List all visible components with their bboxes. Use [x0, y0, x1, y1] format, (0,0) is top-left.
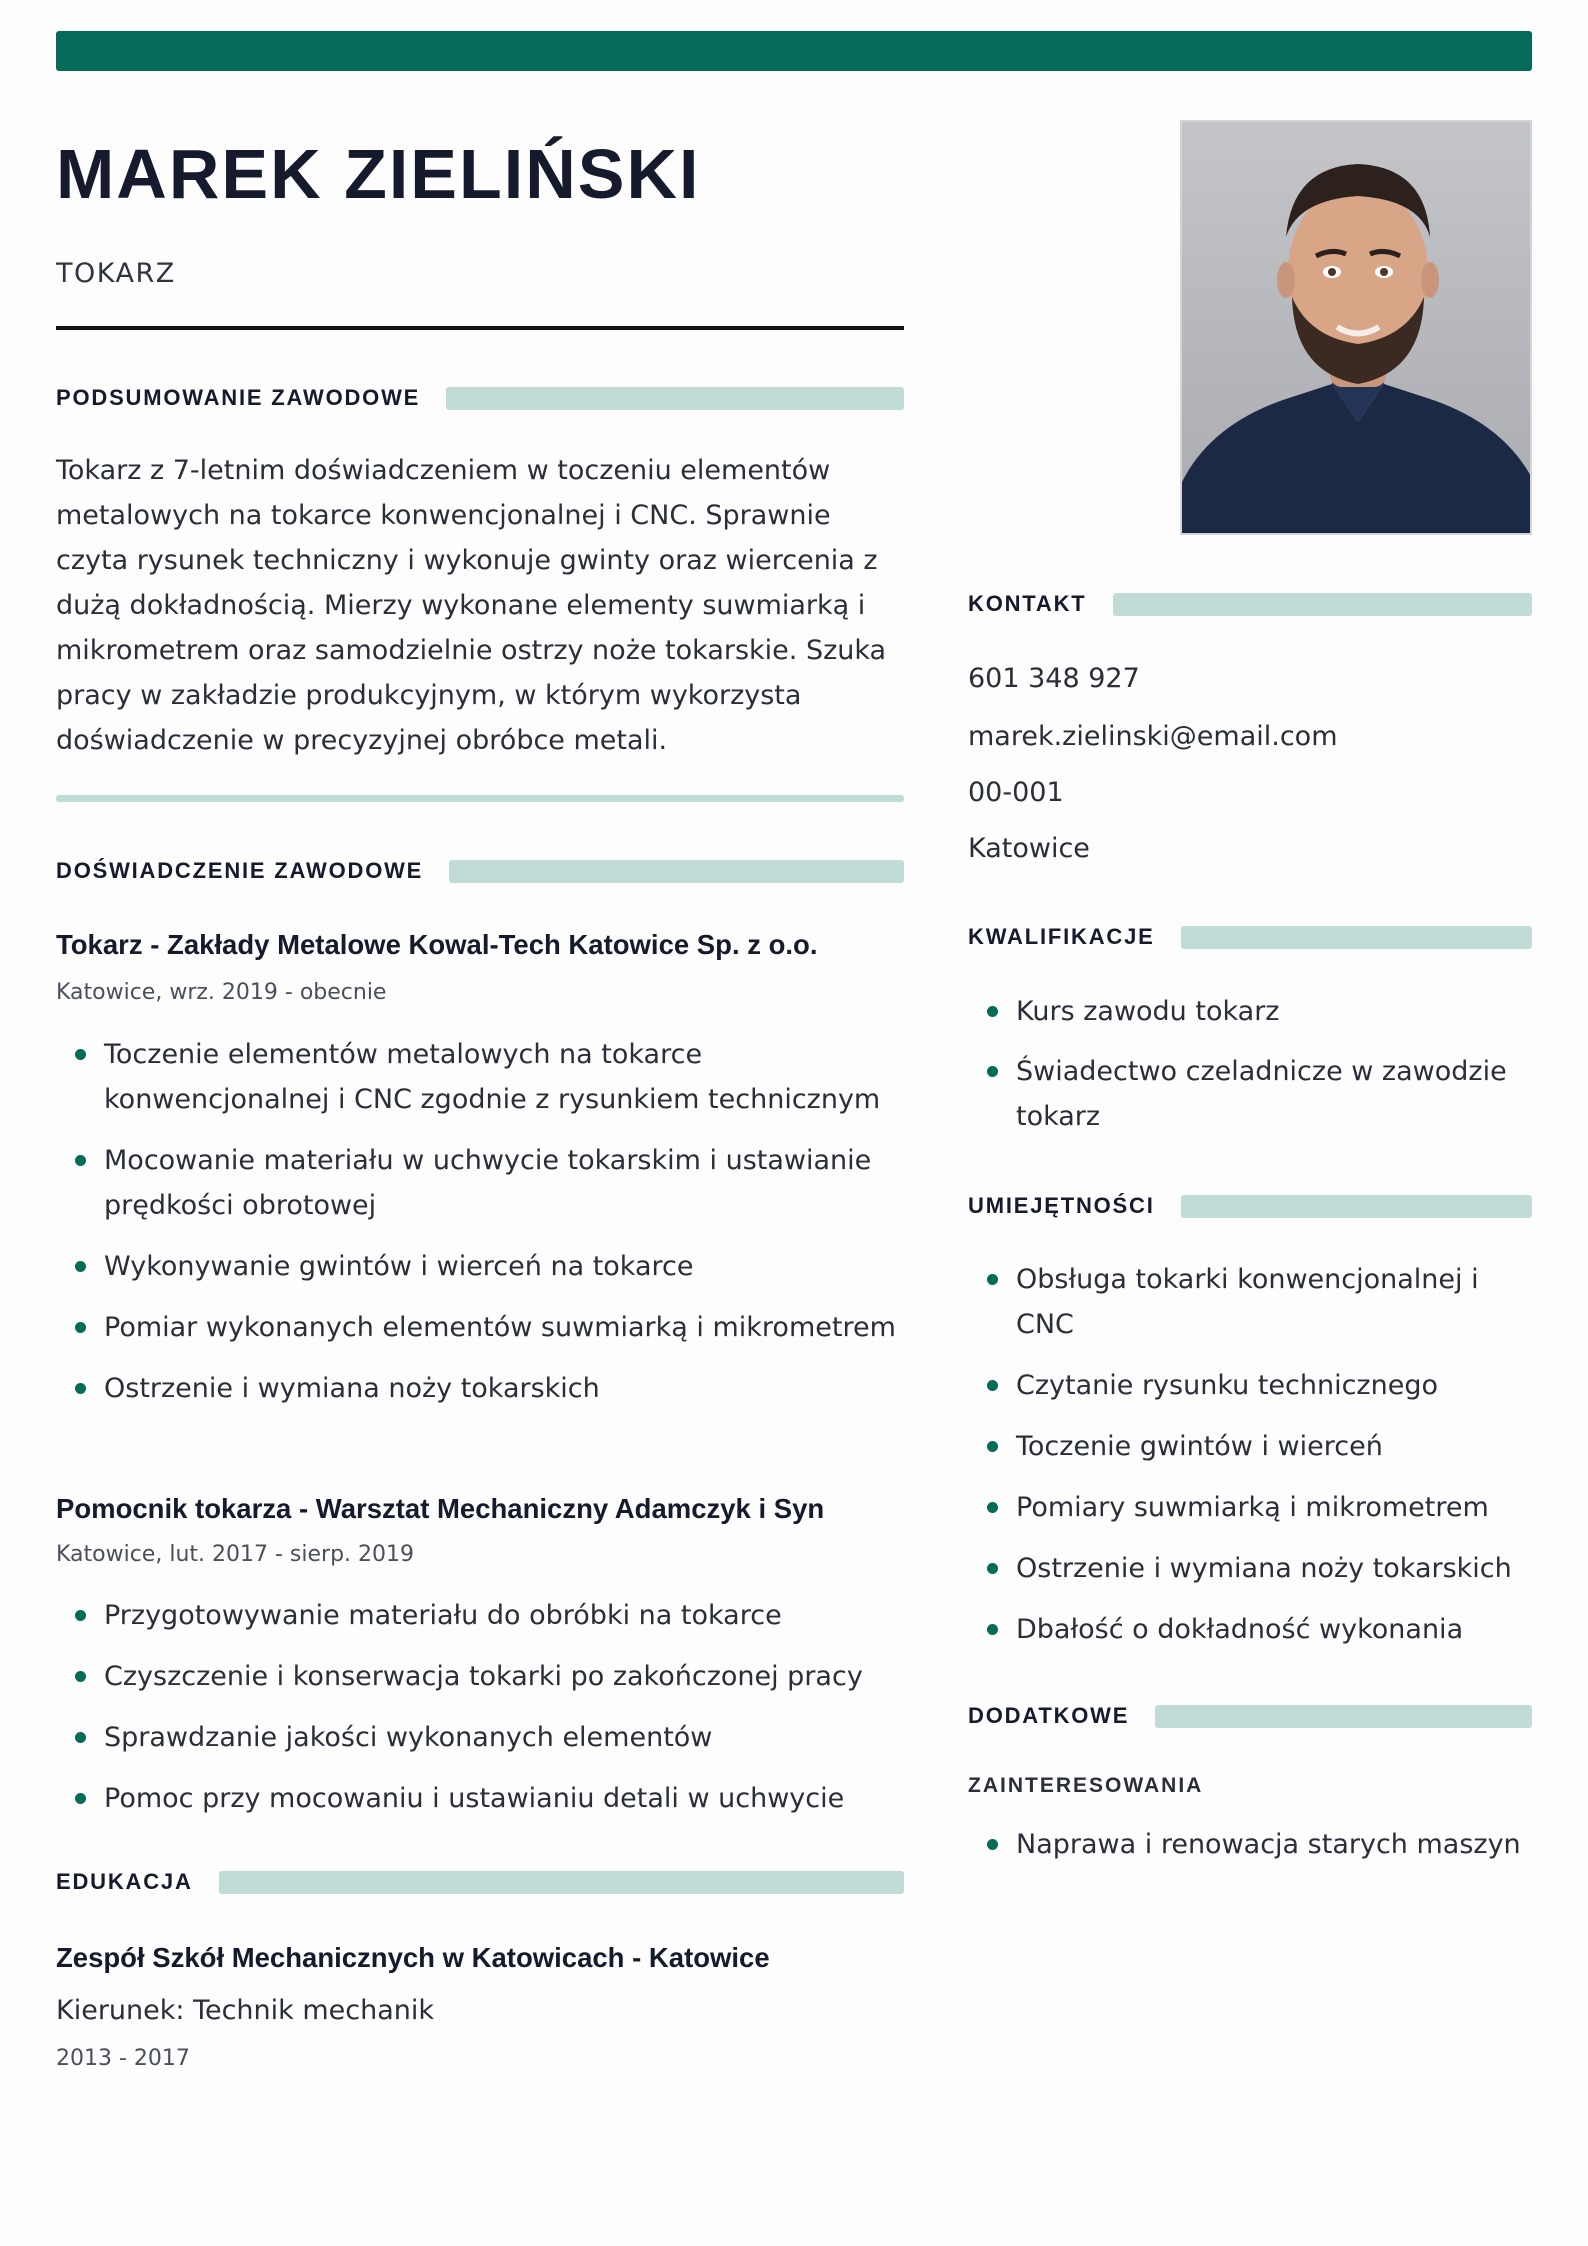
- section-title: PODSUMOWANIE ZAWODOWE: [56, 385, 421, 410]
- study-dates: 2013 - 2017: [56, 2046, 190, 2071]
- list-item: Ostrzenie i wymiana noży tokarskich: [56, 1366, 904, 1411]
- section-title: EDUKACJA: [56, 1869, 193, 1894]
- contact-city: Katowice: [968, 833, 1090, 864]
- job-title: Tokarz - Zakłady Metalowe Kowal-Tech Katowice Sp. z o.o.: [56, 929, 818, 960]
- section-bar: [1181, 926, 1532, 949]
- interests-list: [968, 1822, 1532, 1867]
- list-item: Dbałość o dokładność wykonania: [968, 1607, 1532, 1652]
- profile-photo-illustration: [1182, 122, 1532, 535]
- education-heading: [56, 1867, 904, 1897]
- list-item: Pomiary suwmiarką i mikrometrem: [968, 1485, 1532, 1530]
- summary-text: Tokarz z 7-letnim doświadczeniem w toczeniu elementów metalowych na tokarce konwencjonalnej i CNC. Sprawnie czyta rysunek techniczny i wykonuje gwinty oraz wiercenia z dużą dokładnością. Mierzy wykonane elementy suwmiarką i mikrometrem oraz samodzielnie ostrzy noże tokarskie. Szuka pracy w zakładzie produkcyjnym, w którym wykorzysta doświadczenie w precyzyjnej obróbce metali.: [56, 455, 887, 756]
- list-item: Mocowanie materiału w uchwycie tokarskim i ustawianie prędkości obrotowej: [56, 1138, 904, 1228]
- candidate-role: TOKARZ: [56, 258, 176, 289]
- additional-heading: [968, 1701, 1532, 1731]
- section-title: DOŚWIADCZENIE ZAWODOWE: [56, 858, 424, 883]
- section-title: DODATKOWE: [968, 1703, 1130, 1728]
- list-item: Obsługa tokarki konwencjonalnej i CNC: [968, 1257, 1532, 1347]
- list-item: Wykonywanie gwintów i wierceń na tokarce: [56, 1244, 904, 1289]
- contact-phone[interactable]: 601 348 927: [968, 663, 1140, 694]
- list-item: Czytanie rysunku technicznego: [968, 1363, 1532, 1408]
- skills-heading: [968, 1191, 1532, 1221]
- experience-heading: [56, 856, 904, 886]
- school-name: Zespół Szkół Mechanicznych w Katowicach - Katowice: [56, 1942, 770, 1973]
- list-item: Toczenie gwintów i wierceń: [968, 1424, 1532, 1469]
- list-item: Czyszczenie i konserwacja tokarki po zakończonej pracy: [56, 1654, 904, 1699]
- list-item: Toczenie elementów metalowych na tokarce konwencjonalnej i CNC zgodnie z rysunkiem technicznym: [56, 1032, 904, 1122]
- candidate-name: MAREK ZIELIŃSKI: [56, 135, 701, 213]
- job-meta: Katowice, wrz. 2019 - obecnie: [56, 980, 387, 1005]
- section-title: KWALIFIKACJE: [968, 924, 1155, 949]
- list-item: Ostrzenie i wymiana noży tokarskich: [968, 1546, 1532, 1591]
- profile-photo: [1180, 120, 1532, 535]
- list-item: Świadectwo czeladnicze w zawodzie tokarz: [968, 1049, 1532, 1139]
- job-meta: Katowice, lut. 2017 - sierp. 2019: [56, 1542, 415, 1567]
- job-duties-list: [56, 1593, 904, 1821]
- job-title: Pomocnik tokarza - Warsztat Mechaniczny Adamczyk i Syn: [56, 1493, 825, 1524]
- section-title: KONTAKT: [968, 591, 1087, 616]
- title-divider: [56, 326, 904, 330]
- section-bar: [446, 387, 904, 410]
- list-item: Naprawa i renowacja starych maszyn: [968, 1822, 1532, 1867]
- top-accent-bar: [56, 31, 1532, 71]
- interests-heading: ZAINTERESOWANIA: [968, 1774, 1204, 1797]
- section-title: UMIEJĘTNOŚCI: [968, 1193, 1155, 1218]
- list-item: Pomiar wykonanych elementów suwmiarką i mikrometrem: [56, 1305, 904, 1350]
- study-field: Kierunek: Technik mechanik: [56, 1995, 435, 2026]
- qualifications-list: [968, 989, 1532, 1139]
- job-duties-list: [56, 1032, 904, 1411]
- list-item: Kurs zawodu tokarz: [968, 989, 1532, 1034]
- qualifications-heading: [968, 922, 1532, 952]
- contact-heading: [968, 589, 1532, 619]
- skills-list: [968, 1257, 1532, 1652]
- section-bar: [219, 1871, 904, 1894]
- list-item: Sprawdzanie jakości wykonanych elementów: [56, 1715, 904, 1760]
- list-item: Pomoc przy mocowaniu i ustawianiu detali w uchwycie: [56, 1776, 904, 1821]
- section-bar: [449, 860, 904, 883]
- section-bar: [1155, 1705, 1532, 1728]
- contact-email[interactable]: marek.zielinski@email.com: [968, 721, 1338, 752]
- contact-postal-code: 00-001: [968, 777, 1064, 808]
- list-item: Przygotowywanie materiału do obróbki na tokarce: [56, 1593, 904, 1638]
- section-bar: [1113, 593, 1532, 616]
- summary-divider: [56, 795, 904, 802]
- summary-heading: [56, 383, 904, 413]
- section-bar: [1181, 1195, 1532, 1218]
